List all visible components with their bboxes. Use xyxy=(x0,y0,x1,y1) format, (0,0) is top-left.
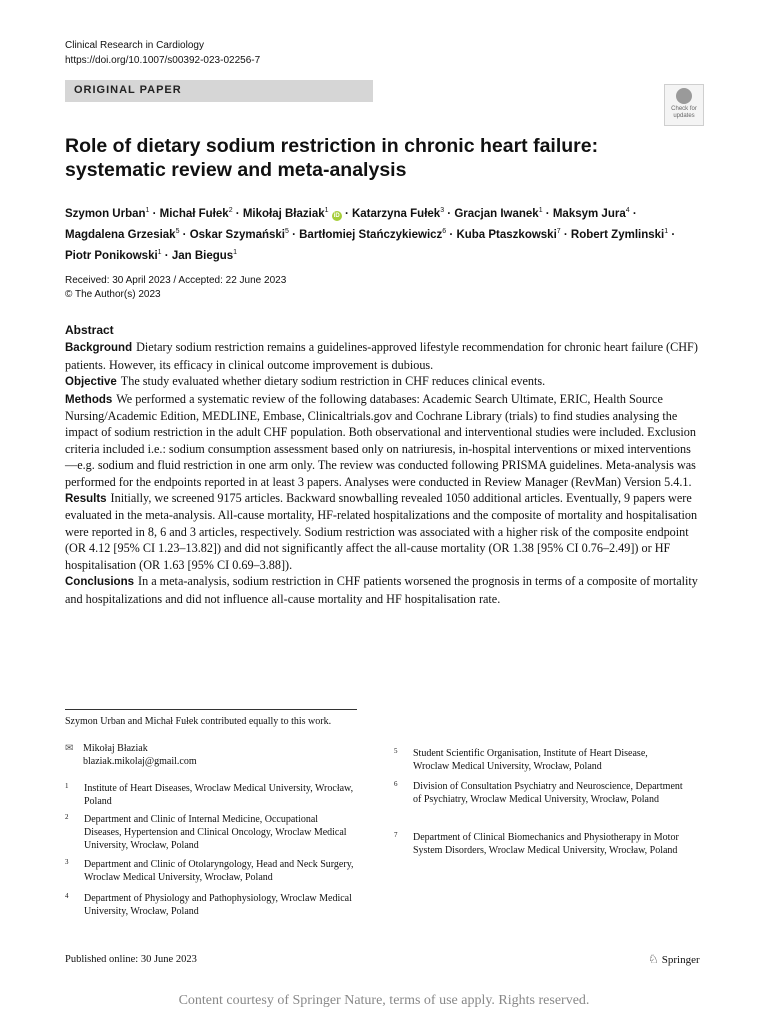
abstract-results xyxy=(65,490,703,573)
affiliation-number: 5 xyxy=(394,747,398,755)
author: Kuba Ptaszkowski xyxy=(456,228,557,241)
envelope-icon: ✉ xyxy=(65,743,74,754)
affiliation-5 xyxy=(394,747,684,773)
equal-contribution-note: Szymon Urban and Michał Fułek contributed equally to this work. xyxy=(65,716,332,727)
affiliation-number: 6 xyxy=(394,780,398,788)
corresponding-author xyxy=(65,742,197,768)
corresponding-author-name: Mikołaj Błaziak xyxy=(83,743,148,754)
section-label: ORIGINAL PAPER xyxy=(74,84,182,96)
author: Szymon Urban xyxy=(65,207,146,220)
background-label: Background xyxy=(65,342,133,355)
author: Bartłomiej Stańczykiewicz xyxy=(299,228,443,241)
author-affiliation-number: 2 xyxy=(228,207,233,214)
author: Mikołaj Błaziak xyxy=(242,207,325,220)
paper-title: Role of dietary sodium restriction in chronic heart failure: systematic review and meta-analysis xyxy=(65,135,599,181)
doi-link[interactable]: https://doi.org/10.1007/s00392-023-02256-7 xyxy=(65,55,261,66)
abstract-conclusions xyxy=(65,573,703,607)
copyright-line: © The Author(s) 2023 xyxy=(65,289,161,300)
author: Oskar Szymański xyxy=(189,228,285,241)
author: Michał Fułek xyxy=(159,207,229,220)
affiliation-number: 2 xyxy=(65,813,69,821)
orcid-icon[interactable]: iD xyxy=(333,212,340,219)
affiliation-text: Department of Physiology and Pathophysiology, Wroclaw Medical University, Wrocław, Poland xyxy=(84,893,352,917)
affiliation-text: Student Scientific Organisation, Institute of Heart Disease, Wroclaw Medical University, Wrocław, Poland xyxy=(413,748,648,772)
courtesy-notice: Content courtesy of Springer Nature, terms of use apply. Rights reserved. xyxy=(178,993,590,1008)
affiliation-2 xyxy=(65,813,355,852)
affiliation-number: 4 xyxy=(65,892,69,900)
abstract-objective xyxy=(65,373,703,390)
author-affiliation-number: 1 xyxy=(324,207,329,214)
affiliation-7 xyxy=(394,831,684,857)
affiliation-text: Institute of Heart Diseases, Wroclaw Medical University, Wrocław, Poland xyxy=(84,783,354,807)
published-online-date: Published online: 30 June 2023 xyxy=(65,954,197,965)
affiliation-4 xyxy=(65,892,355,918)
affiliation-number: 1 xyxy=(65,782,69,790)
author: Piotr Ponikowski xyxy=(65,249,158,262)
author-affiliation-number: 1 xyxy=(538,207,543,214)
author: Magdalena Grzesiak xyxy=(65,228,176,241)
check-for-updates-label: Check for updates xyxy=(671,106,697,119)
background-text: Dietary sodium restriction remains a guidelines-approved lifestyle recommendation for chronic heart failure (CHF) patients. However, its efficacy in clinical outcome improvement is dubious. xyxy=(65,340,698,372)
methods-text: We performed a systematic review of the following databases: Academic Search Ultimate, ERIC, Health Source Nursing/Academic Edition, MEDLINE, Embase, Clinicaltrials.gov and Cochrane Library (trials) to find studies analysing the impact of sodium restriction in the adult CHF population. Both observational and interventional studies were included. Exclusion criteria included i.e.: sodium consumption assessment based only on natriuresis, in-hospital interventions or mixed interventions—e.g. sodium and fluid restriction in one arm only. The review was conducted following PRISMA guidelines. Meta-analysis was performed for the endpoints reported in at least 3 papers. Analyses were conducted in Review Manager (RevMan) Version 5.4.1. xyxy=(65,391,696,489)
abstract-methods xyxy=(65,391,703,490)
publication-dates xyxy=(65,274,286,302)
author-affiliation-number: 6 xyxy=(442,227,447,235)
section-label-bar xyxy=(65,80,373,102)
author-affiliation-number: 1 xyxy=(145,207,150,214)
author-affiliation-number: 5 xyxy=(284,227,289,235)
crossmark-icon xyxy=(676,88,692,104)
footnote-divider xyxy=(65,709,357,710)
springer-horse-icon: ♘ xyxy=(648,952,659,966)
received-accepted-dates: Received: 30 April 2023 / Accepted: 22 June 2023 xyxy=(65,275,287,286)
affiliation-6 xyxy=(394,780,684,806)
conclusions-text: In a meta-analysis, sodium restriction in CHF patients worsened the prognosis in terms of a composite of mortality and hospitalizations and did not influence all-cause mortality and HF hospitalisation rate. xyxy=(65,574,698,606)
author: Maksym Jura xyxy=(552,207,626,220)
conclusions-label: Conclusions xyxy=(65,576,135,589)
methods-label: Methods xyxy=(65,393,113,406)
author: Jan Biegus xyxy=(171,249,234,262)
affiliation-1 xyxy=(65,782,355,808)
author: Robert Zymlinski xyxy=(570,228,665,241)
author-affiliation-number: 3 xyxy=(440,207,445,214)
publisher-name: Springer xyxy=(661,954,700,966)
affiliation-3 xyxy=(65,858,355,884)
author: Gracjan Iwanek xyxy=(454,207,539,220)
author-affiliation-number: 4 xyxy=(625,207,630,214)
author-affiliation-number: 7 xyxy=(556,227,561,235)
abstract-heading: Abstract xyxy=(65,323,114,337)
abstract xyxy=(65,322,703,607)
affiliation-number: 3 xyxy=(65,858,69,866)
abstract-background xyxy=(65,339,703,373)
journal-name: Clinical Research in Cardiology xyxy=(65,40,204,51)
author-list: Szymon Urban$^1$ · Michał Fułek$^2$ · Mikołaj Błaziak$^1$ iD · Katarzyna Fułek$^3$ · Gracjan Iwanek$^1$ · Maksym Jura$^4$ · Magdalena Grzesiak$^5$ · Oskar Szymański$^5$ · Bartłomiej Stańczykiewicz$^6$ · Kuba Ptaszkowski$^7$ · Robert Zymlinski$^1$ · Piotr Ponikowski$^1$ · Jan Biegus$^1$ xyxy=(65,207,676,262)
affiliation-number: 7 xyxy=(394,831,398,839)
results-label: Results xyxy=(65,493,107,506)
objective-text: The study evaluated whether dietary sodium restriction in CHF reduces clinical events. xyxy=(120,374,546,389)
corresponding-author-email[interactable]: blaziak.mikolaj@gmail.com xyxy=(83,756,197,767)
check-for-updates-badge[interactable] xyxy=(664,84,704,126)
springer-logo xyxy=(648,952,700,967)
affiliation-text: Department and Clinic of Otolaryngology, Head and Neck Surgery, Wroclaw Medical University, Wrocław, Poland xyxy=(84,859,354,883)
affiliation-text: Department of Clinical Biomechanics and Physiotherapy in Motor System Disorders, Wroclaw Medical University, Wrocław, Poland xyxy=(413,832,679,856)
author-affiliation-number: 5 xyxy=(175,227,180,235)
objective-label: Objective xyxy=(65,376,117,389)
author: Katarzyna Fułek xyxy=(351,207,441,220)
author-affiliation-number: 1 xyxy=(157,248,162,256)
author-affiliation-number: 1 xyxy=(233,248,238,256)
author-affiliation-number: 1 xyxy=(664,227,669,235)
results-text: Initially, we screened 9175 articles. Backward snowballing revealed 1050 additional articles. Eventually, 9 papers were evaluated in the meta-analysis. All-cause mortality, HF-related hospitalizations and the composite of mortality and hospitalisation were reported in 8, 6 and 3 articles, respectively. Sodium restriction was associated with a higher risk of the composite endpoint (OR 4.12 [95% CI 1.23–13.82]) and did not significantly affect the all-cause mortality (OR 1.38 [95% CI 0.76–2.49]) or HF hospitalisation (OR 1.63 [95% CI 0.69–3.88]). xyxy=(65,491,698,572)
affiliation-text: Department and Clinic of Internal Medicine, Occupational Diseases, Hypertension and Clinical Oncology, Wroclaw Medical University, Wrocław, Poland xyxy=(84,814,347,851)
affiliation-text: Division of Consultation Psychiatry and Neuroscience, Department of Psychiatry, Wroclaw Medical University, Wrocław, Poland xyxy=(413,781,683,805)
